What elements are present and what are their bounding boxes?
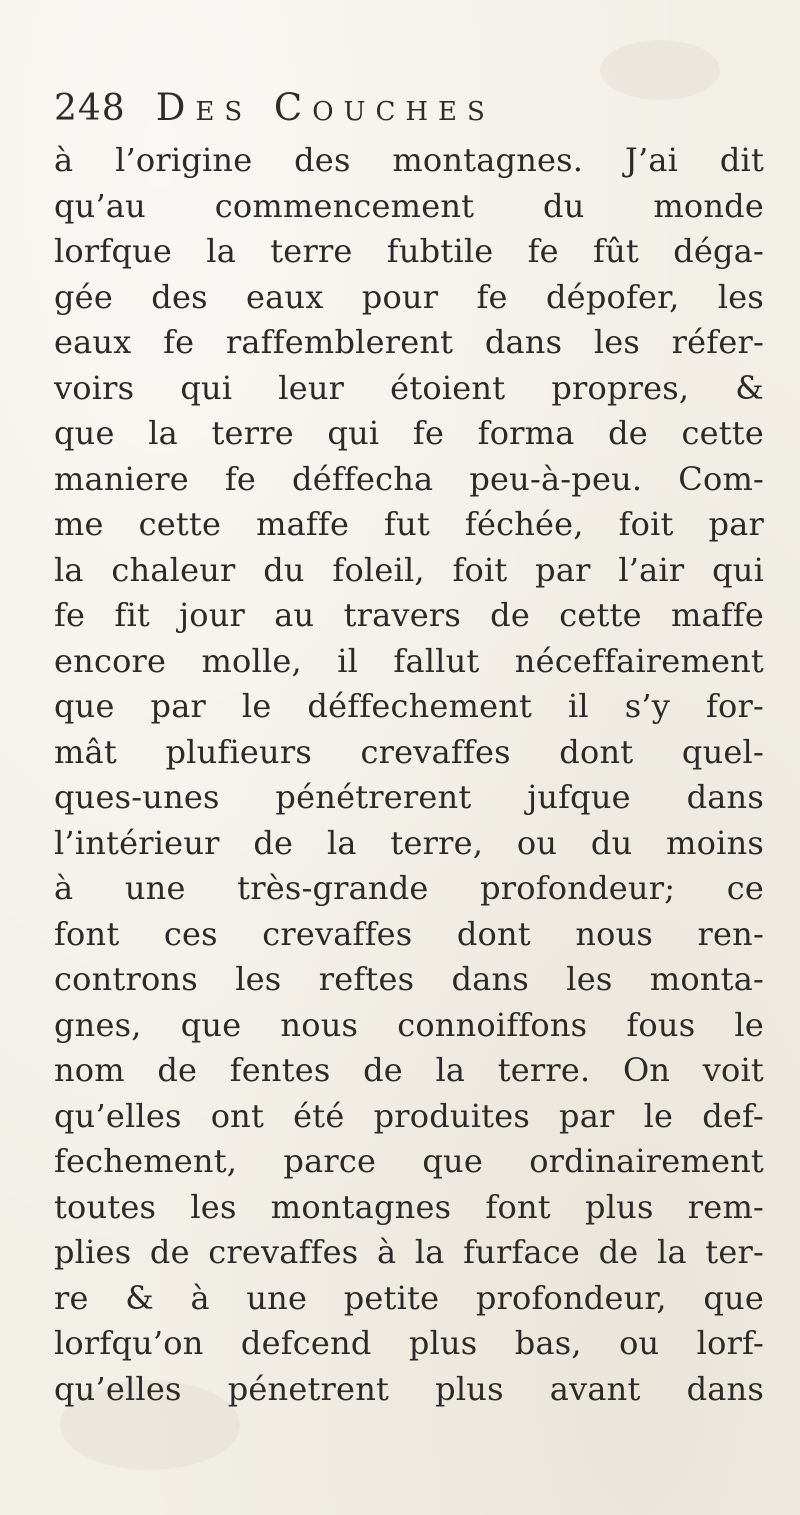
text-line: plies de crevaffes à la furface de la ter-	[54, 1233, 764, 1271]
text-line: ques-unes pénétrerent jufque dans	[54, 778, 764, 816]
text-line: que la terre qui fe forma de cette	[54, 414, 764, 452]
text-line: la chaleur du foleil, foit par l’air qui	[54, 550, 764, 589]
text-line: qu’au commencement du monde	[54, 186, 764, 225]
text-line: me cette maffe fut féchée, foit par	[54, 505, 764, 543]
text-line: gée des eaux pour fe dépofer, les	[54, 277, 764, 316]
text-line: nom de fentes de la terre. On voit	[54, 1051, 764, 1089]
text-line: controns les reftes dans les monta-	[54, 960, 764, 998]
text-line: voirs qui leur étoient propres, &	[54, 368, 764, 407]
running-title: Des Couches	[155, 86, 495, 129]
text-line: maniere fe déffecha peu-à-peu. Com-	[54, 459, 764, 498]
text-line: re & à une petite profondeur, que	[54, 1278, 764, 1317]
text-line: eaux fe raffemblerent dans les réfer-	[54, 323, 764, 361]
text-line: encore molle, il fallut néceffairement	[54, 641, 764, 680]
text-line: que par le déffechement il s’y for-	[54, 687, 764, 725]
text-line: qu’elles pénetrent plus avant dans	[54, 1369, 764, 1408]
running-head	[54, 86, 754, 140]
text-line: fe fit jour au travers de cette maffe	[54, 596, 764, 634]
text-line: à l’origine des montagnes. J’ai dit	[54, 141, 764, 179]
body-text	[54, 138, 764, 1412]
text-line: lorfque la terre fubtile fe fût déga-	[54, 232, 764, 270]
page-number: 248	[54, 88, 126, 129]
text-line: toutes les montagnes font plus rem-	[54, 1187, 764, 1226]
text-line: fechement, parce que ordinairement	[54, 1142, 764, 1180]
text-line: mât plufieurs crevaffes dont quel-	[54, 732, 764, 771]
text-line: l’intérieur de la terre, ou du moins	[54, 823, 764, 862]
text-line: à une très-grande profondeur; ce	[54, 869, 764, 907]
text-line: gnes, que nous connoiffons fous le	[54, 1005, 764, 1044]
text-line: font ces crevaffes dont nous ren-	[54, 914, 764, 953]
text-line: lorfqu’on defcend plus bas, ou lorf-	[54, 1324, 764, 1362]
text-line: qu’elles ont été produites par le def-	[54, 1096, 764, 1135]
